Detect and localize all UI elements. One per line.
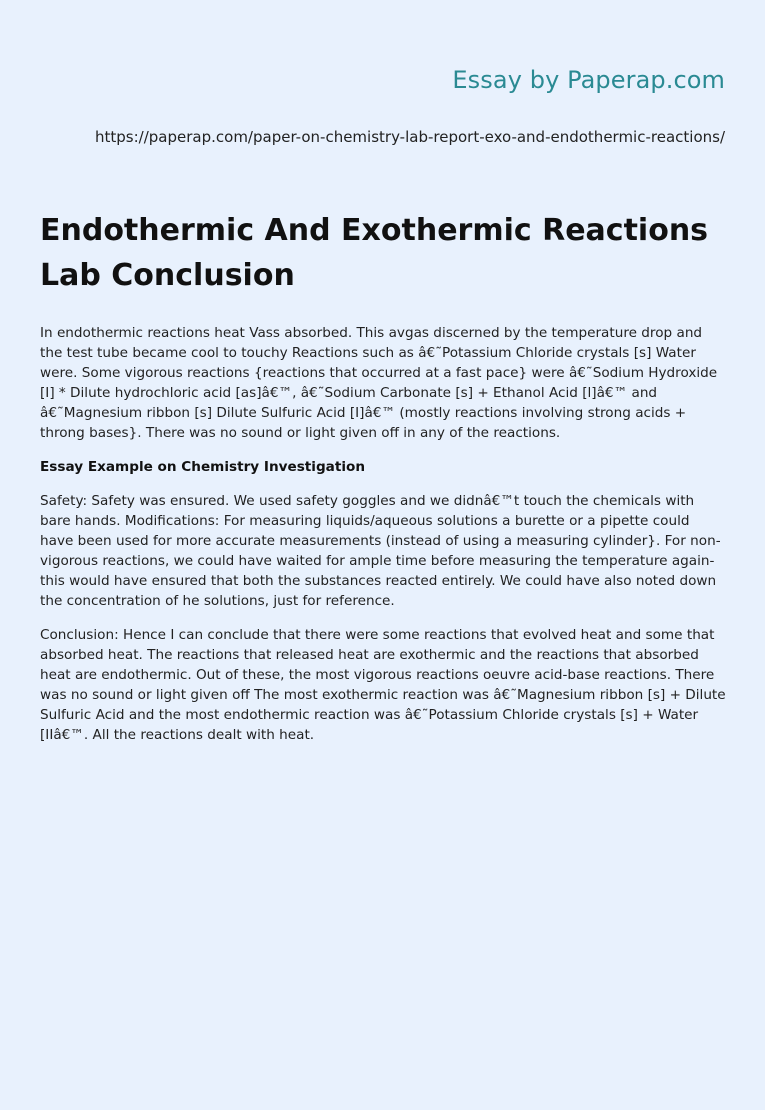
section-subheading: Essay Example on Chemistry Investigation [40, 459, 366, 475]
site-brand-link[interactable]: Essay by Paperap.com [452, 66, 725, 94]
source-url-link[interactable]: https://paperap.com/paper-on-chemistry-lab-report-exo-and-endothermic-reactions/ [95, 128, 725, 146]
article-body [40, 323, 726, 759]
paragraph-safety: Safety: Safety was ensured. We used safety goggles and we didnâ€™t touch the chemicals with bare hands. Modifications: For measuring liquids/aqueous solutions a burette or a pipette could have been used for more accurate measurements (instead of using a measuring cylinder}. For non-vigorous reactions, we could have waited for ample time before measuring the temperature again-this would have ensured that both the substances reacted entirely. We could have also noted down the concentration of he solutions, just for reference. [40, 493, 721, 609]
paragraph-conclusion: Conclusion: Hence I can conclude that there were some reactions that evolved heat and some that absorbed heat. The reactions that released heat are exothermic and the reactions that absorbed heat are endothermic. Out of these, the most vigorous reactions oeuvre acid-base reactions. There was no sound or light given off The most exothermic reaction was â€˜Magnesium ribbon [s] + Dilute Sulfuric Acid and the most endothermic reaction was â€˜Potassium Chloride crystals [s] + Water [IIâ€™. All the reactions dealt with heat. [40, 627, 726, 743]
paragraph-intro: In endothermic reactions heat Vass absorbed. This avgas discerned by the temperature drop and the test tube became cool to touchy Reactions such as â€˜Potassium Chloride crystals [s] Water were. Some vigorous reactions {reactions that occurred at a fast pace} were â€˜Sodium Hydroxide [I] * Dilute hydrochloric acid [as]â€™, â€˜Sodium Carbonate [s] + Ethanol Acid [l]â€™ and â€˜Magnesium ribbon [s] Dilute Sulfuric Acid [I]â€™ (mostly reactions involving strong acids + throng bases}. There was no sound or light given off in any of the reactions. [40, 325, 718, 441]
page-title: Endothermic And Exothermic Reactions Lab Conclusion [40, 213, 709, 293]
